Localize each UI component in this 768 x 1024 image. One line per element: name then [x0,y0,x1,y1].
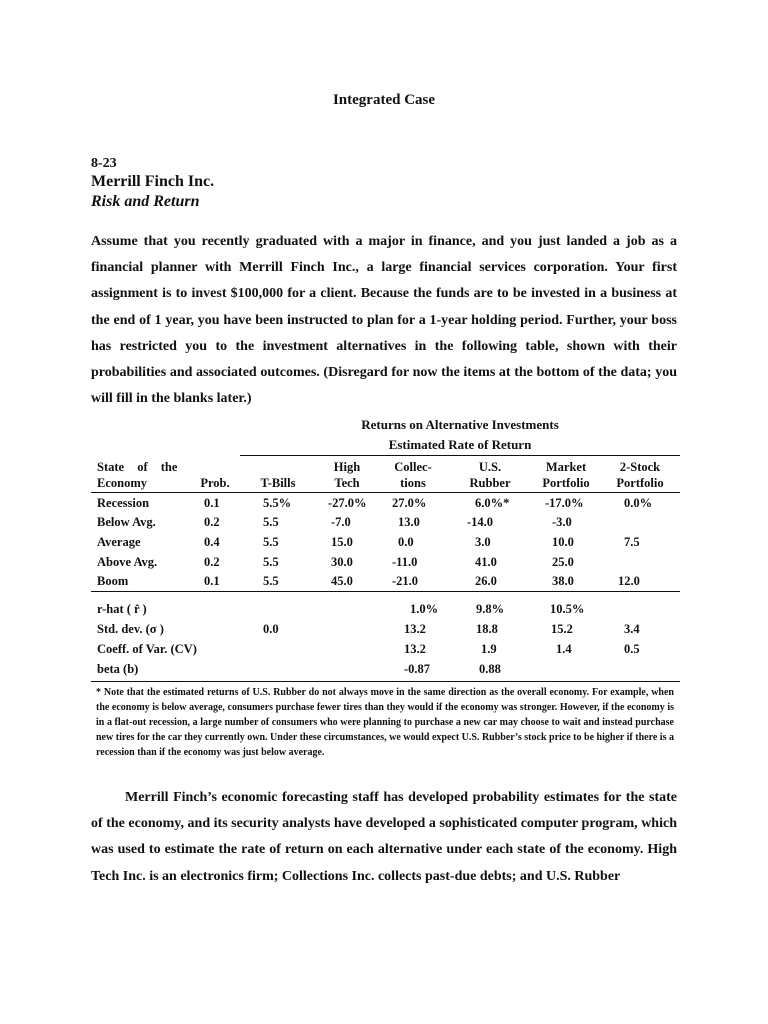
row-2stock: 12.0 [618,574,640,588]
row-market: 10.0 [552,535,574,549]
header-rule [91,492,680,493]
header-prob: Prob. [200,476,230,490]
row-usrubber: 3.0 [475,535,491,549]
stat-usrubber: 1.9 [481,642,497,656]
row-state: Above Avg. [97,555,158,569]
stat-market: 10.5% [550,602,585,616]
stat-label: r-hat ( r̂ ) [97,602,147,616]
stat-market: 1.4 [556,642,572,656]
stats-rule [91,591,680,592]
row-market: 25.0 [552,555,574,569]
header-collections-line1: Collec- [394,460,432,474]
header-market-line2: Portfolio [542,476,590,490]
table-subcaption: Estimated Rate of Return [388,437,532,452]
case-number: 8-23 [91,156,117,171]
row-collections: 13.0 [398,515,420,529]
footnote: * Note that the estimated returns of U.S. Rubber do not always move in the same direction as the overall economy. For example, when the economy is below average, consumers purchase fewer tires than they would if the economy was stronger. However, if the economy is in a flat-out recession, a large number of consumers who were planning to purchase a new car may choose to wait and instead purchase new tires for the car they currently own. Under these circumstances, we would expect U.S. Rubber’s stock price to be higher if there is a recession than if the economy was just below average. [96,687,674,758]
row-2stock: 0.0% [624,496,653,510]
header-hightech-line2: Tech [334,476,360,490]
row-tbills: 5.5 [263,555,279,569]
stat-label: Std. dev. (σ ) [97,622,164,636]
table-caption: Returns on Alternative Investments [361,417,559,432]
header-tbills: T-Bills [260,476,296,490]
header-collections-line2: tions [400,476,426,490]
row-hightech: 30.0 [331,555,353,569]
row-tbills: 5.5 [263,535,279,549]
row-usrubber: 6.0%* [475,496,510,510]
row-state: Average [97,535,141,549]
row-state: Boom [97,574,129,588]
row-collections: -11.0 [392,555,418,569]
stat-2stock: 3.4 [624,622,640,636]
stat-usrubber: 0.88 [479,662,501,676]
stat-2stock: 0.5 [624,642,640,656]
header-state-line1: State of the [97,460,178,474]
row-usrubber: 26.0 [475,574,497,588]
stat-label: beta (b) [97,662,139,676]
row-tbills: 5.5 [263,515,279,529]
stat-tbills: 0.0 [263,622,279,636]
header-2stock-line2: Portfolio [616,476,664,490]
header-usrubber-line1: U.S. [478,460,502,474]
row-prob: 0.4 [204,535,220,549]
row-tbills: 5.5 [263,574,279,588]
stat-usrubber: 9.8% [476,602,505,616]
header-2stock-line1: 2-Stock [619,460,661,474]
table-bottom-rule [91,681,680,682]
case-subtitle: Risk and Return [91,193,200,210]
row-prob: 0.2 [204,515,220,529]
row-hightech: -7.0 [331,515,351,529]
row-prob: 0.2 [204,555,220,569]
row-2stock: 7.5 [624,535,640,549]
row-usrubber: 41.0 [475,555,497,569]
row-hightech: 15.0 [331,535,353,549]
header-state-line2: Economy [97,476,147,490]
intro-paragraph: Assume that you recently graduated with a major in finance, and you just landed a job as a financial planner with Merrill Finch Inc., a large financial services corporation. Your first assignment is to invest $100,000 for a client. Because the funds are to be invested in a business at the end of 1 year, you have been instructed to plan for a 1-year holding period. Further, your boss has restricted you to the investment alternatives in the following table, shown with their probabilities and associated outcomes. (Disregard for now the items at the bottom of the data; you will fill in the blanks later.) [91,234,677,407]
stat-label: Coeff. of Var. (CV) [97,642,197,656]
header-market-line1: Market [545,460,587,474]
row-state: Recession [97,496,150,510]
row-hightech: 45.0 [331,574,353,588]
row-market: -17.0% [545,496,584,510]
stat-market: 15.2 [551,622,573,636]
stat-collections: 13.2 [404,622,426,636]
case-title: Integrated Case [332,92,436,108]
stat-collections: 13.2 [404,642,426,656]
row-prob: 0.1 [204,496,220,510]
header-hightech-line1: High [333,460,361,474]
body-paragraph: Merrill Finch’s economic forecasting staff has developed probability estimates for the state of the economy, and its security analysts have developed a sophisticated computer program, which was used to estimate the rate of return on each alternative under each state of the economy. High Tech Inc. is an electronics firm; Collections Inc. collects past-due debts; and U.S. Rubber [91,790,677,884]
row-collections: 27.0% [392,496,427,510]
header-usrubber-line2: Rubber [469,476,511,490]
row-hightech: -27.0% [328,496,367,510]
row-usrubber: -14.0 [467,515,494,529]
stat-collections: -0.87 [404,662,431,676]
row-collections: 0.0 [398,535,414,549]
row-collections: -21.0 [392,574,419,588]
stat-collections: 1.0% [410,602,439,616]
row-market: 38.0 [552,574,574,588]
caption-rule [240,455,680,456]
row-market: -3.0 [552,515,572,529]
company-name: Merrill Finch Inc. [91,173,215,190]
row-tbills: 5.5% [263,496,292,510]
row-state: Below Avg. [97,515,156,529]
stat-usrubber: 18.8 [476,622,498,636]
row-prob: 0.1 [204,574,220,588]
